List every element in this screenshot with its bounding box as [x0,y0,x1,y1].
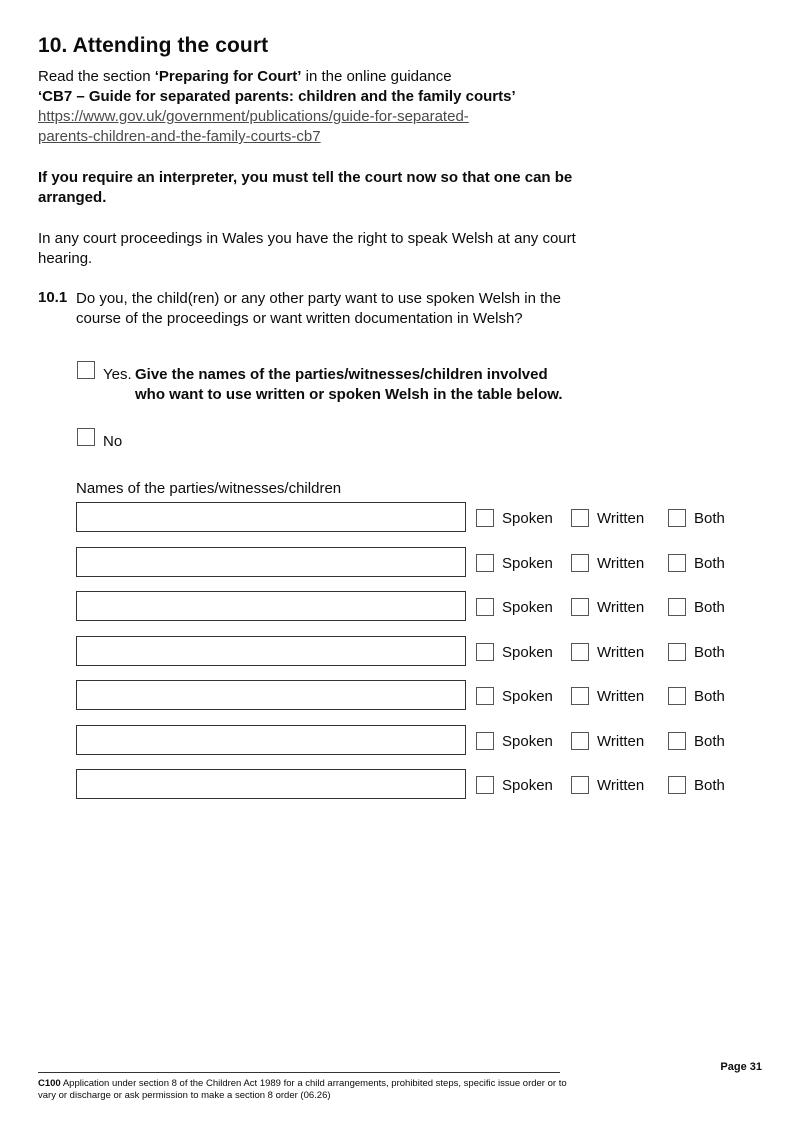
both-checkbox-7[interactable] [668,776,686,794]
spoken-label-6: Spoken [502,733,553,750]
both-checkbox-6[interactable] [668,732,686,750]
spoken-checkbox-2[interactable] [476,554,494,572]
welsh-language-notice: In any court proceedings in Wales you have the right to speak Welsh at any court hearing. [38,230,576,267]
spoken-checkbox-4[interactable] [476,643,494,661]
footer-divider [38,1072,560,1073]
written-label-1: Written [597,510,645,527]
spoken-label-4: Spoken [502,644,553,661]
both-label-3: Both [694,599,725,616]
section-name: ‘Preparing for Court’ [154,68,302,85]
form-code: C100 [38,1078,61,1089]
participant-name-input-6[interactable] [76,725,466,755]
guidance-link[interactable] [38,107,598,147]
both-label-4: Both [694,644,725,661]
both-checkbox-1[interactable] [668,509,686,527]
both-label-5: Both [694,688,725,705]
written-checkbox-2[interactable] [571,554,589,572]
both-label-2: Both [694,555,725,572]
yes-instructions: Give the names of the parties/witnesses/children involved who want to use written or spoken Welsh in the table below. [135,366,563,403]
both-checkbox-2[interactable] [668,554,686,572]
spoken-checkbox-5[interactable] [476,687,494,705]
participant-name-input-4[interactable] [76,636,466,666]
question-number: 10.1 [38,289,68,306]
both-checkbox-4[interactable] [668,643,686,661]
spoken-label-1: Spoken [502,510,553,527]
written-checkbox-3[interactable] [571,598,589,616]
guide-title: ‘CB7 – Guide for separated parents: children and the family courts’ [38,88,516,105]
written-label-3: Written [597,599,645,616]
section-title: 10. Attending the court [38,34,269,57]
question-text: Do you, the child(ren) or any other party want to use spoken Welsh in the course of the proceedings or want written documentation in Welsh? [76,290,561,327]
written-checkbox-1[interactable] [571,509,589,527]
both-label-1: Both [694,510,725,527]
participant-name-input-1[interactable] [76,502,466,532]
names-table-label: Names of the parties/witnesses/children [76,480,342,497]
written-label-5: Written [597,688,645,705]
interpreter-notice: If you require an interpreter, you must tell the court now so that one can be arranged. [38,169,573,206]
written-label-2: Written [597,555,645,572]
both-checkbox-5[interactable] [668,687,686,705]
written-checkbox-6[interactable] [571,732,589,750]
spoken-label-5: Spoken [502,688,553,705]
spoken-checkbox-6[interactable] [476,732,494,750]
read-prefix: Read the section [38,68,155,85]
no-label: No [103,433,123,450]
spoken-checkbox-7[interactable] [476,776,494,794]
yes-label: Yes. [103,366,132,383]
spoken-checkbox-3[interactable] [476,598,494,616]
guidance-intro [38,67,598,147]
form-description: Application under section 8 of the Children Act 1989 for a child arrangements, prohibited steps, specific issue order or to vary or discharge or ask permission to make a section 8 order (06.26) [38,1078,567,1101]
participant-name-input-2[interactable] [76,547,466,577]
written-checkbox-7[interactable] [571,776,589,794]
participant-name-input-3[interactable] [76,591,466,621]
spoken-label-2: Spoken [502,555,553,572]
participant-name-input-7[interactable] [76,769,466,799]
written-label-7: Written [597,777,645,794]
both-label-7: Both [694,777,725,794]
no-checkbox[interactable] [77,428,95,446]
guidance-link-line2[interactable]: parents-children-and-the-family-courts-cb7 [38,128,321,145]
guidance-link-line1[interactable]: https://www.gov.uk/government/publications/guide-for-separated- [38,108,469,125]
read-suffix: in the online guidance [301,68,452,85]
both-checkbox-3[interactable] [668,598,686,616]
yes-checkbox[interactable] [77,361,95,379]
spoken-checkbox-1[interactable] [476,509,494,527]
page-number: Page 31 [720,1061,762,1073]
written-checkbox-5[interactable] [571,687,589,705]
both-label-6: Both [694,733,725,750]
spoken-label-3: Spoken [502,599,553,616]
written-label-6: Written [597,733,645,750]
participant-name-input-5[interactable] [76,680,466,710]
written-label-4: Written [597,644,645,661]
written-checkbox-4[interactable] [571,643,589,661]
footer-form-description [38,1078,578,1102]
spoken-label-7: Spoken [502,777,553,794]
